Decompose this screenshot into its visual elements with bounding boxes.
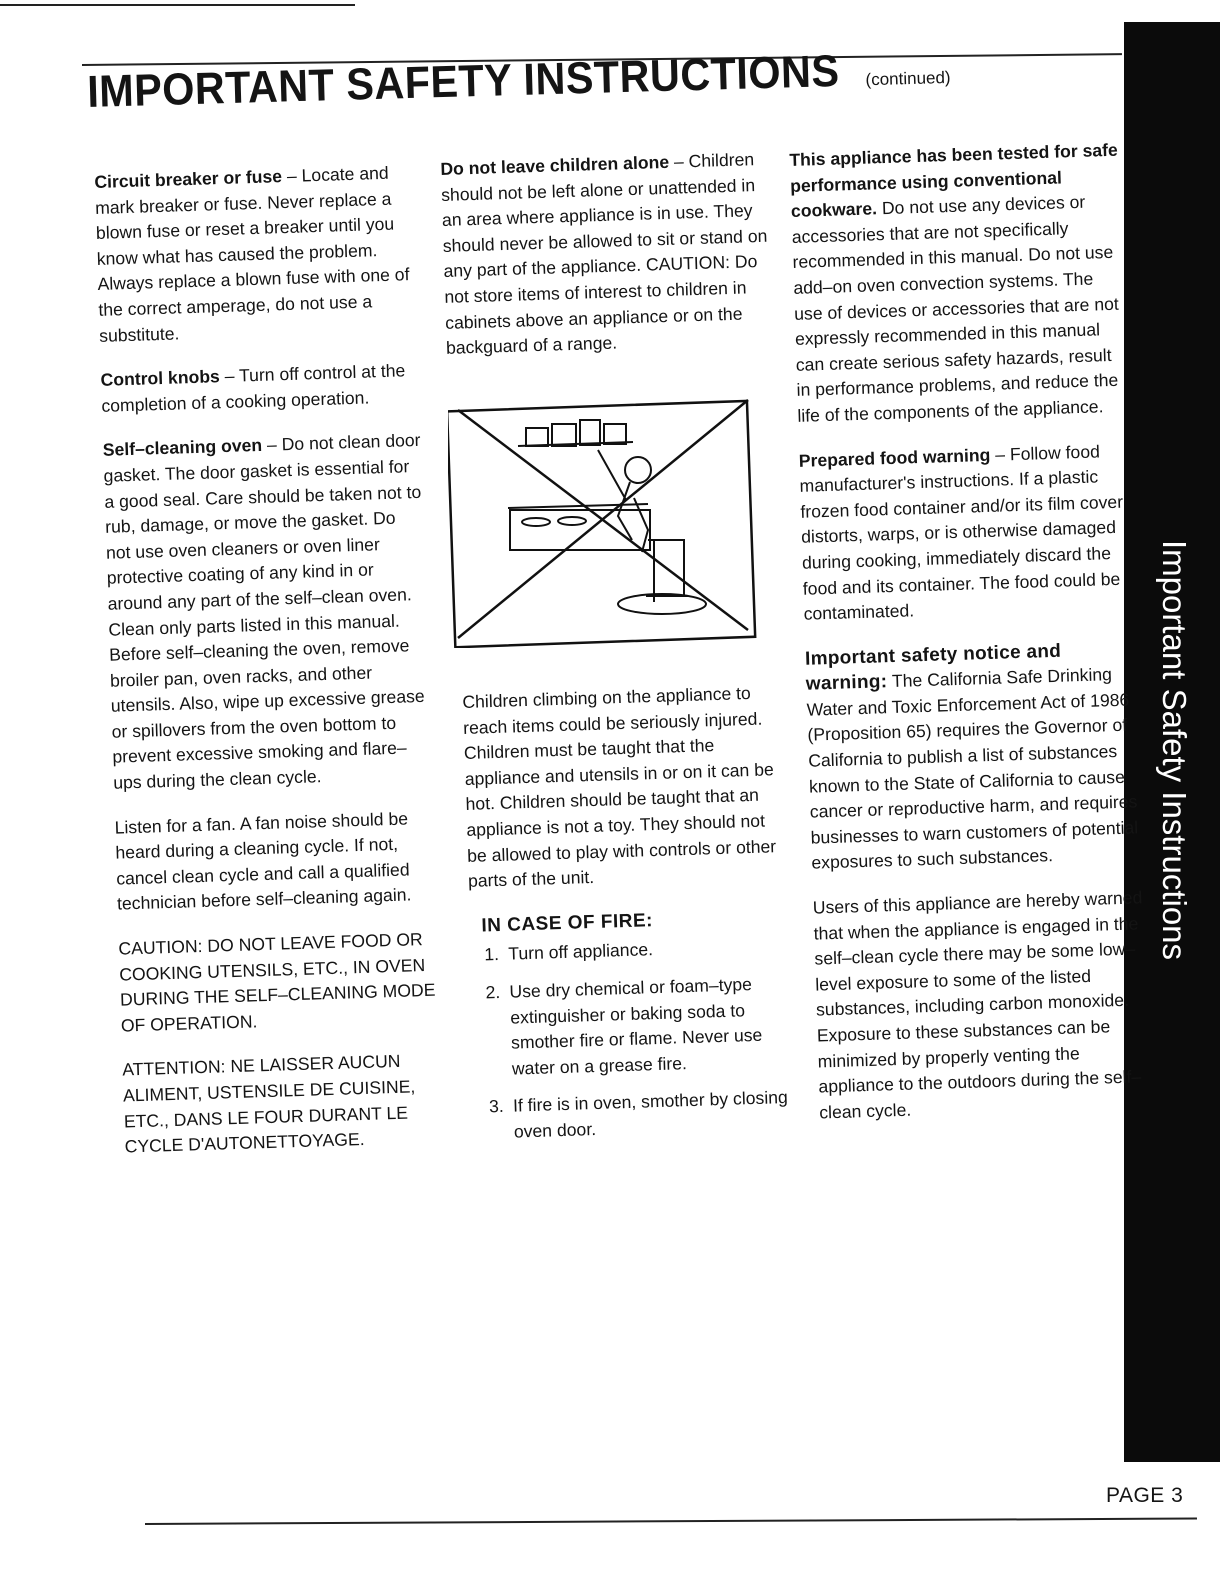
control-knobs-heading: Control knobs <box>100 366 221 391</box>
fire-step-number: 1. <box>484 944 500 965</box>
fire-step-text: Turn off appliance. <box>508 939 654 965</box>
tested-body: Do not use any devices or accessories that are not specifically recommended in this manual. Do not use add–on oven convection systems. The use of devices or accessories that are not expressly recommended in this manual can create serious safety hazards, result in performance problems, and reduce the life of the components of the appliance. <box>791 191 1120 426</box>
users-note: Users of this appliance are hereby warned that when the appliance is engaged in the self–clean cycle there may be some low–level exposure to some of the listed substances, including carbon monoxide. Exposure to these substances can be minimized by properly venting the appliance to the outdoors during the self–clean cycle. <box>812 887 1143 1123</box>
child-climbing-illustration <box>448 390 758 648</box>
fan-note: Listen for a fan. A fan noise should be heard during a cleaning cycle. If not, cancel clean cycle and call a qualified technician before self–cleaning again. <box>114 808 412 915</box>
circuit-breaker-section <box>94 160 417 349</box>
fire-step-text: Use dry chemical or foam–type extinguisher or baking soda to smother fire or flame. Never use water on a grease fire. <box>509 973 763 1079</box>
column-1 <box>94 160 443 1160</box>
circuit-breaker-heading: Circuit breaker or fuse <box>94 166 283 192</box>
fire-step <box>470 933 793 969</box>
self-cleaning-section <box>102 428 431 796</box>
safety-notice-section <box>805 636 1142 877</box>
safety-notice-body: The California Safe Drinking Water and Toxic Enforcement Act of 1986 (Proposition 65) requires the Governor of California to publish a list of substances known to the State of California to cause cancer or reproductive harm, and requires businesses to warn customers of potential exposures to such substances. <box>806 664 1139 874</box>
page-title-continued: (continued) <box>865 67 951 90</box>
page-title-text: IMPORTANT SAFETY INSTRUCTIONS <box>86 45 841 118</box>
control-knobs-body: – Turn off control at the completion of a cooking operation. <box>101 360 406 416</box>
child-climbing-drawing <box>448 390 758 648</box>
fire-steps <box>470 933 798 1146</box>
column-3 <box>789 138 1150 1126</box>
circuit-breaker-body: – Locate and mark breaker or fuse. Never replace a blown fuse or reset a breaker until you know what has caused the problem. Always replace a blown fuse with one of the correct amperage, do not use a substitute. <box>94 162 410 346</box>
column-2-lower <box>462 680 799 1158</box>
caution-english: CAUTION: DO NOT LEAVE FOOD OR COOKING UTENSILS, ETC., IN OVEN DURING THE SELF–CLEANING MODE OF OPERATION. <box>118 929 436 1036</box>
page-number: PAGE 3 <box>1106 1484 1184 1507</box>
column-2 <box>440 147 780 362</box>
fire-step-number: 3. <box>488 1096 505 1117</box>
fire-step <box>475 1085 798 1146</box>
caution-french: ATTENTION: NE LAISSER AUCUN ALIMENT, USTENSILE DE CUISINE, ETC., DANS LE FOUR DURANT LE CYCLE D'AUTONETTOYAGE. <box>121 1051 416 1157</box>
prepared-food-section <box>798 438 1133 627</box>
children-section <box>440 147 780 362</box>
safety-notice-heading: Important safety notice and warning: <box>804 640 1062 696</box>
fire-step-text: If fire is in oven, smother by closing oven door. <box>512 1087 789 1142</box>
control-knobs-section <box>100 358 419 419</box>
fire-heading: IN CASE OF FIRE: <box>481 909 654 937</box>
page-title <box>87 41 988 118</box>
fire-step-number: 2. <box>485 981 501 1003</box>
fire-step <box>471 971 796 1083</box>
tested-section <box>789 138 1128 430</box>
children-heading: Do not leave children alone <box>440 151 670 179</box>
footer-rule <box>145 1517 1197 1525</box>
top-edge-line <box>0 4 355 6</box>
side-tab-label: Important Safety Instructions <box>1156 540 1193 961</box>
self-cleaning-body: – Do not clean door gasket. The door gasket is essential for a good seal. Care should be taken not to rub, damage, or move the gasket. Do not use oven cleaners or oven liner protective coating of any kind in or around any part of the self–clean oven. Clean only parts listed in this manual. Before self–cleaning the oven, remove broiler pan, oven racks, and other utensils. Also, wipe up excessive grease or spillovers from the oven bottom to prevent excessive smoking and flare–ups during the clean cycle. <box>103 430 425 793</box>
climbing-note: Children climbing on the appliance to reach items could be seriously injured. Children must be taught that the appliance and utensils in or on it can be hot. Children should be taught that an appliance is not a toy. They should not be allowed to play with controls or other parts of the unit. <box>462 682 777 892</box>
prepared-food-heading: Prepared food warning <box>798 444 991 471</box>
children-body: – Children should not be left alone or unattended in an area where appliance is in use. They should never be allowed to sit or stand on any part of the appliance. CAUTION: Do not store items of interest to children in cabinets above an appliance or on the backguard of a range. <box>440 149 768 359</box>
tested-heading: This appliance has been tested for safe performance using conventional cookware. <box>789 139 1119 222</box>
prepared-food-body: – Follow food manufacturer's instructions. If a plastic frozen food container and/or its film cover distorts, warps, or is otherwise damaged during cooking, immediately discard the food and its container. The food could be contaminated. <box>799 440 1124 624</box>
self-cleaning-heading: Self–cleaning oven <box>102 435 263 461</box>
